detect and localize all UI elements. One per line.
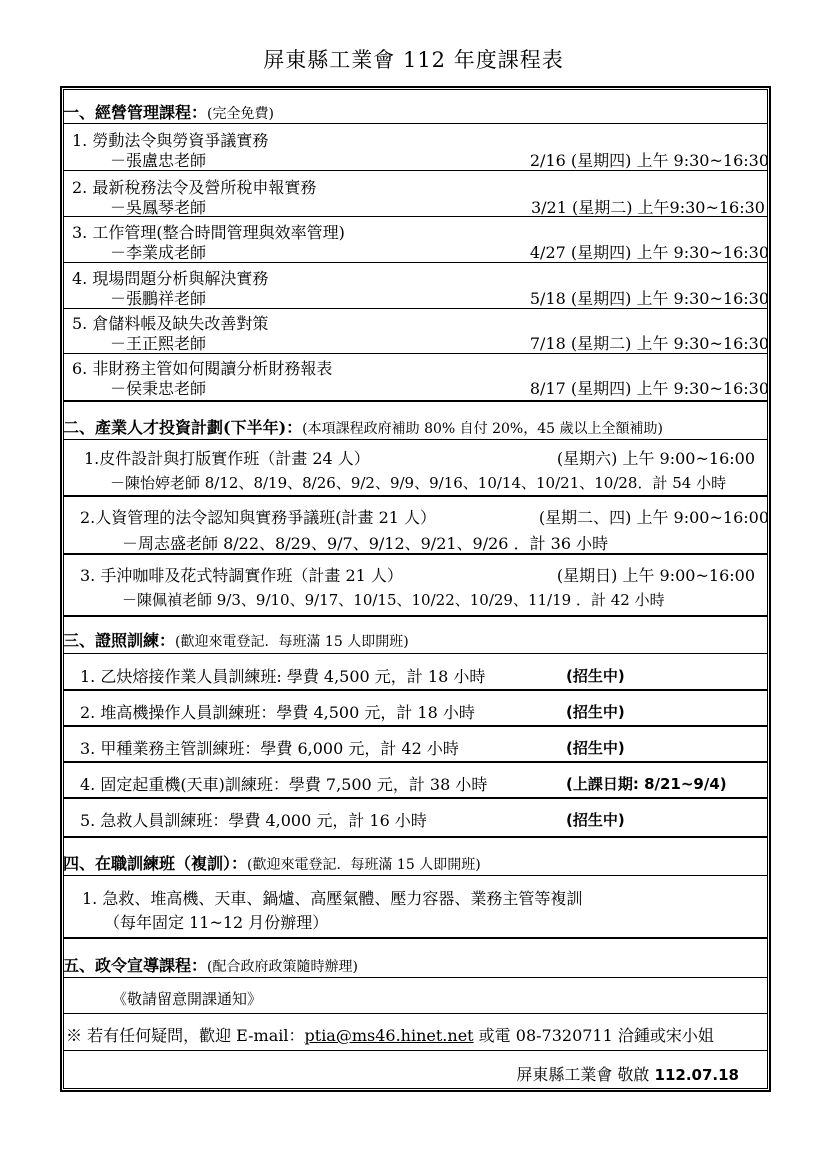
contact-line [66,1023,714,1046]
course1-6-schedule: 8/17 (星期四) 上午 9:30~16:30 [529,379,769,398]
section3-heading: 三、證照訓練：(歡迎來電登記．每班滿 15 人即開班) [63,631,409,650]
course2-2-name: 2.人資管理的法令認知與實務爭議班(計畫 21 人） [80,508,437,527]
section4-line1: 1. 急救、堆高機、天車、鍋爐、高壓氣體、壓力容器、業務主管等複訓 [82,889,583,908]
section4-heading: 四、在職訓練班（複訓）：(歡迎來電登記．每班滿 15 人即開班) [63,854,481,873]
course3-2-status: (招生中) [566,703,625,721]
course1-3-teacher: －李業成老師 [110,243,207,262]
course3-4-status: (上課日期: 8/21~9/4) [566,775,727,793]
course1-3-name: 3. 工作管理(整合時間管理與效率管理) [72,223,345,242]
footer-date: 112.07.18 [654,1066,739,1084]
course1-1-schedule: 2/16 (星期四) 上午 9:30~16:30 [529,151,769,170]
course2-1-detail: －陳怡婷老師 8/12、8/19、8/26、9/2、9/9、9/16、10/14、10/21、10/28．計 54 小時 [110,474,727,492]
course1-2-name: 2. 最新稅務法令及營所稅申報實務 [72,178,317,197]
course1-5-teacher: －王正熙老師 [110,334,207,353]
page-title: 屏東縣工業會 112 年度課程表 [263,48,564,72]
section4-note: (歡迎來電登記．每班滿 15 人即開班) [247,857,481,873]
section5-line1: 《敬請留意開課通知》 [112,990,263,1008]
course1-4-teacher: －張鵬祥老師 [110,289,207,308]
course3-2-name: 2. 堆高機操作人員訓練班：學費 4,500 元，計 18 小時 [80,703,475,722]
course1-2-teacher: －吳鳳琴老師 [110,198,207,217]
course1-5-schedule: 7/18 (星期二) 上午 9:30~16:30 [529,334,769,353]
course1-4-name: 4. 現場問題分析與解決實務 [72,269,269,288]
section3-note: (歡迎來電登記．每班滿 15 人即開班) [175,634,409,650]
course1-4-schedule: 5/18 (星期四) 上午 9:30~16:30 [529,289,769,308]
section1-note: (完全免費) [207,106,274,122]
contact-prefix: ※ 若有任何疑問，歡迎 E-mail： [66,1026,305,1045]
course1-6-teacher: －侯秉忠老師 [110,379,207,398]
course3-1-name: 1. 乙炔熔接作業人員訓練班: 學費 4,500 元，計 18 小時 [80,667,486,686]
section4-line2: （每年固定 11~12 月份辦理） [104,913,329,932]
course2-2-detail: －周志盛老師 8/22、8/29、9/7、9/12、9/21、9/26 ．計 36 小時 [122,534,609,553]
course2-3-detail: －陳佩禎老師 9/3、9/10、9/17、10/15、10/22、10/29、11/19 ．計 42 小時 [122,591,665,609]
course3-5-status: (招生中) [566,811,625,829]
section1-heading: 一、經營管理課程：(完全免費) [63,103,274,122]
footer-signature [516,1062,739,1085]
course2-1-schedule: (星期六) 上午 9:00~16:00 [556,449,755,468]
course1-6-name: 6. 非財務主管如何閱讀分析財務報表 [72,359,333,378]
course3-3-status: (招生中) [566,739,625,757]
course1-3-schedule: 4/27 (星期四) 上午 9:30~16:30 [529,243,769,262]
course3-5-name: 5. 急救人員訓練班：學費 4,000 元，計 16 小時 [80,811,427,830]
course2-2-schedule: (星期二、四) 上午 9:00~16:00 [538,508,769,527]
course3-4-name: 4. 固定起重機(天車)訓練班：學費 7,500 元，計 38 小時 [80,775,488,794]
course1-1-name: 1. 勞動法令與勞資爭議實務 [72,131,269,150]
contact-email-link[interactable]: ptia@ms46.hinet.net [304,1026,474,1045]
contact-suffix: 或電 08-7320711 洽鍾或宋小姐 [473,1026,714,1045]
course1-2-schedule: 3/21 (星期二) 上午9:30~16:30 [530,198,765,217]
course2-1-name: 1.皮件設計與打版實作班（計畫 24 人） [84,449,370,468]
course1-1-teacher: －張盧忠老師 [110,151,207,170]
section2-note: (本項課程政府補助 80% 自付 20%，45 歲以上全額補助) [302,421,663,437]
footer-sign: 屏東縣工業會 敬啟 [516,1065,655,1084]
section5-heading: 五、政令宣導課程：(配合政府政策隨時辦理) [63,956,358,975]
course1-5-name: 5. 倉儲料帳及缺失改善對策 [72,314,269,333]
course2-3-schedule: (星期日) 上午 9:00~16:00 [556,566,755,585]
section2-heading: 二、產業人才投資計劃(下半年)：(本項課程政府補助 80% 自付 20%，45 歲以上全額補助) [63,418,663,437]
course3-1-status: (招生中) [566,667,625,685]
section5-note: (配合政府政策隨時辦理) [207,959,358,975]
course2-3-name: 3. 手沖咖啡及花式特調實作班（計畫 21 人） [80,566,403,585]
course3-3-name: 3. 甲種業務主管訓練班：學費 6,000 元，計 42 小時 [80,739,459,758]
